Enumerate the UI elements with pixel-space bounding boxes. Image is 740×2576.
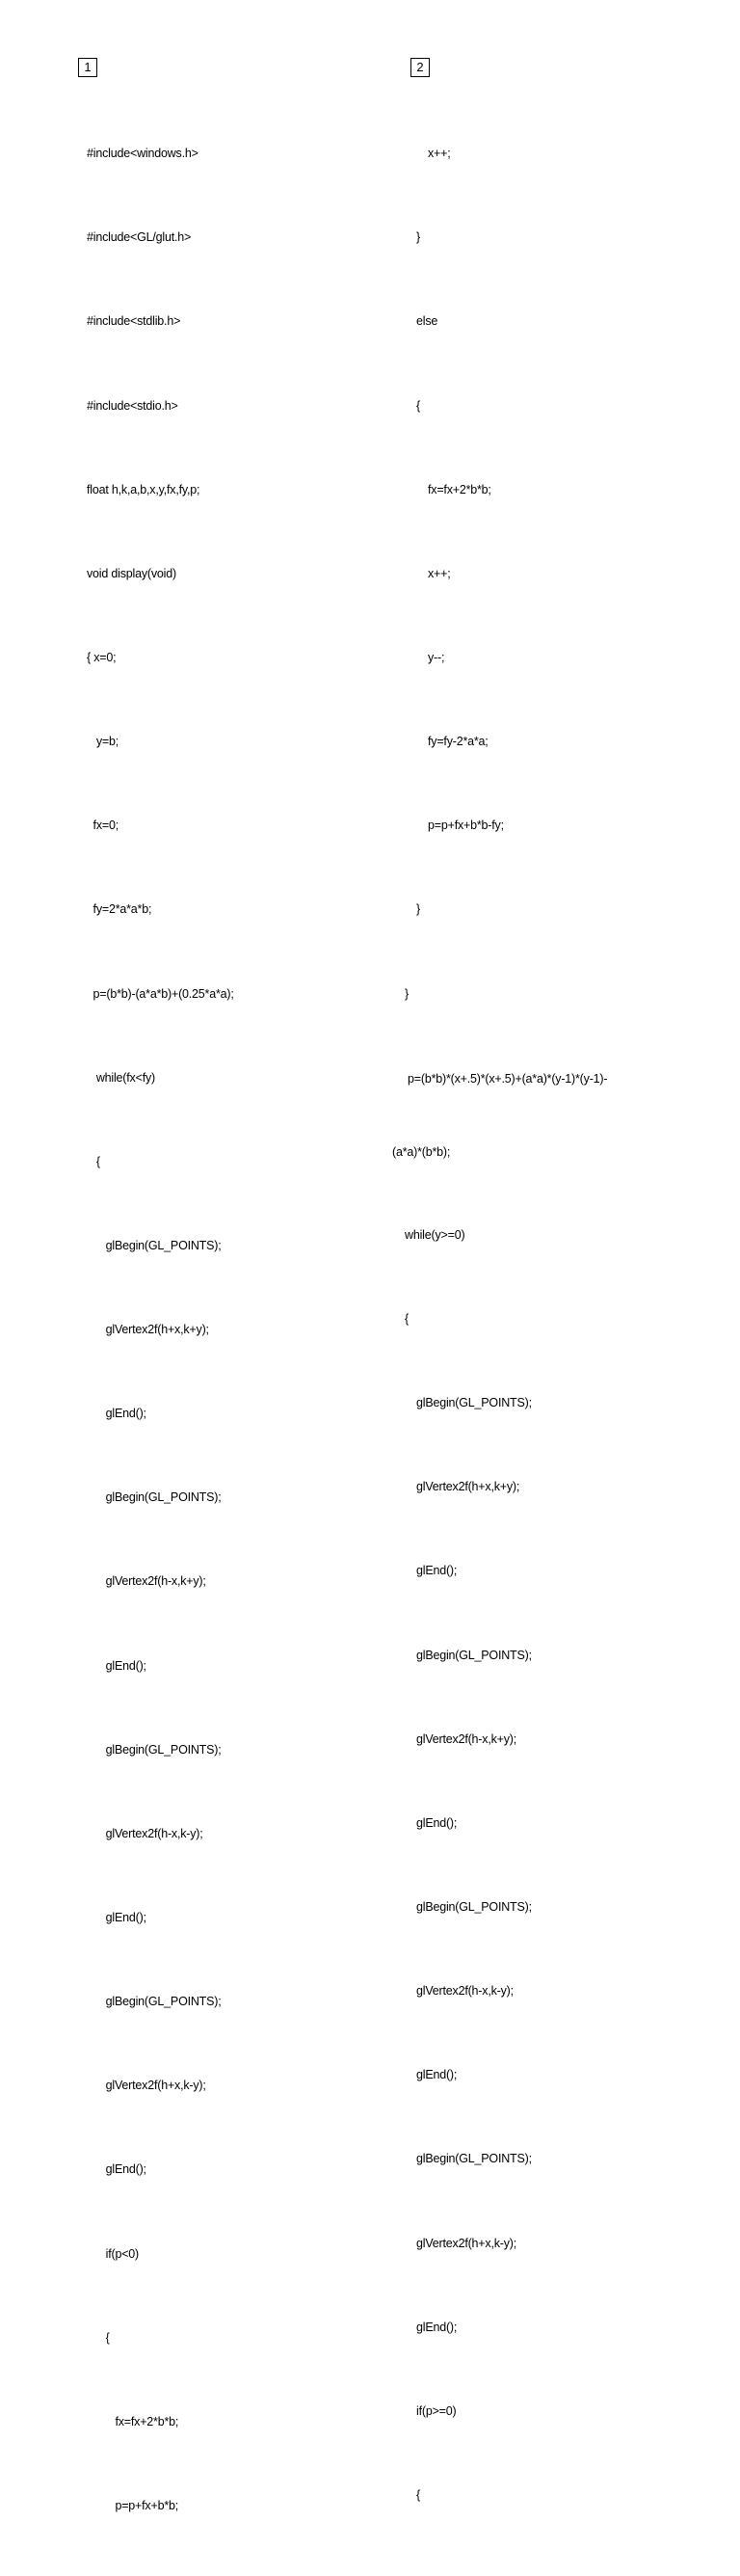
code-line: fx=fx+2*b*b; bbox=[87, 2414, 179, 2428]
code-line: fx=0; bbox=[87, 818, 119, 833]
code-line: if(p<0) bbox=[87, 2246, 140, 2261]
code-line: while(y>=0) bbox=[405, 1227, 465, 1242]
code-column-right bbox=[0, 84, 607, 2565]
code-line: { bbox=[416, 398, 420, 413]
code-line: x++; bbox=[428, 147, 451, 161]
code-line: glBegin(GL_POINTS); bbox=[416, 1648, 532, 1662]
code-line: glBegin(GL_POINTS); bbox=[416, 1899, 532, 1914]
code-line: #include<windows.h> bbox=[87, 147, 198, 161]
code-line: } bbox=[416, 230, 420, 245]
code-line: { x=0; bbox=[87, 650, 117, 664]
code-line: glVertex2f(h-x,k-y); bbox=[416, 1984, 514, 1999]
page-number-box-1: 1 bbox=[78, 58, 97, 77]
code-line: glEnd(); bbox=[416, 1815, 458, 1830]
code-line: glVertex2f(h-x,k+y); bbox=[416, 1731, 517, 1746]
code-line: { bbox=[416, 2487, 420, 2502]
code-line: glEnd(); bbox=[87, 1407, 146, 1421]
code-line: fy=fy-2*a*a; bbox=[428, 735, 489, 749]
code-line: glBegin(GL_POINTS); bbox=[416, 2152, 532, 2166]
code-line: fy=2*a*a*b; bbox=[87, 902, 152, 917]
code-line: glBegin(GL_POINTS); bbox=[87, 1238, 222, 1252]
code-line: (a*a)*(b*b); bbox=[392, 1144, 451, 1159]
code-line: if(p>=0) bbox=[416, 2403, 457, 2418]
code-line: glBegin(GL_POINTS); bbox=[87, 1490, 222, 1505]
code-line: } bbox=[405, 986, 409, 1001]
code-line: glEnd(); bbox=[87, 2162, 146, 2177]
code-line: p=p+fx+b*b-fy; bbox=[428, 818, 504, 833]
page-number-box-2: 2 bbox=[410, 58, 430, 77]
code-line: p=(b*b)-(a*a*b)+(0.25*a*a); bbox=[87, 986, 234, 1001]
code-line: glVertex2f(h+x,k+y); bbox=[416, 1480, 520, 1494]
code-line: { bbox=[87, 2330, 110, 2345]
code-line: glEnd(); bbox=[416, 2320, 458, 2334]
code-line: glBegin(GL_POINTS); bbox=[416, 1396, 532, 1410]
code-line: glVertex2f(h-x,k+y); bbox=[87, 1574, 206, 1589]
code-line: glVertex2f(h-x,k-y); bbox=[87, 1826, 203, 1840]
code-line: glBegin(GL_POINTS); bbox=[87, 1995, 222, 2009]
code-line: glEnd(); bbox=[87, 1658, 146, 1673]
code-line: #include<GL/glut.h> bbox=[87, 230, 192, 245]
code-line: { bbox=[87, 1154, 100, 1168]
code-line: fx=fx+2*b*b; bbox=[428, 482, 491, 496]
code-line: glEnd(); bbox=[87, 1911, 146, 1925]
code-line: glBegin(GL_POINTS); bbox=[87, 1742, 222, 1757]
code-line: } bbox=[416, 902, 420, 917]
code-line: p=p+fx+b*b; bbox=[87, 2499, 179, 2513]
code-line: void display(void) bbox=[87, 566, 176, 580]
code-line: glVertex2f(h+x,k-y); bbox=[87, 2079, 206, 2093]
code-line: y=b; bbox=[87, 735, 119, 749]
code-line: glVertex2f(h+x,k+y); bbox=[87, 1323, 209, 1337]
code-line: glEnd(); bbox=[416, 2068, 458, 2082]
code-line: y--; bbox=[428, 650, 445, 664]
code-line: { bbox=[405, 1311, 409, 1326]
code-line: p=(b*b)*(x+.5)*(x+.5)+(a*a)*(y-1)*(y-1)- bbox=[408, 1071, 608, 1086]
code-line: x++; bbox=[428, 566, 451, 580]
code-line: #include<stdio.h> bbox=[87, 398, 178, 413]
code-line: while(fx<fy) bbox=[87, 1070, 155, 1085]
code-line: #include<stdlib.h> bbox=[87, 314, 181, 329]
code-line: else bbox=[416, 314, 438, 329]
code-line: glVertex2f(h+x,k-y); bbox=[416, 2236, 517, 2250]
code-line: float h,k,a,b,x,y,fx,fy,p; bbox=[87, 482, 200, 496]
code-line: glEnd(); bbox=[416, 1564, 458, 1578]
